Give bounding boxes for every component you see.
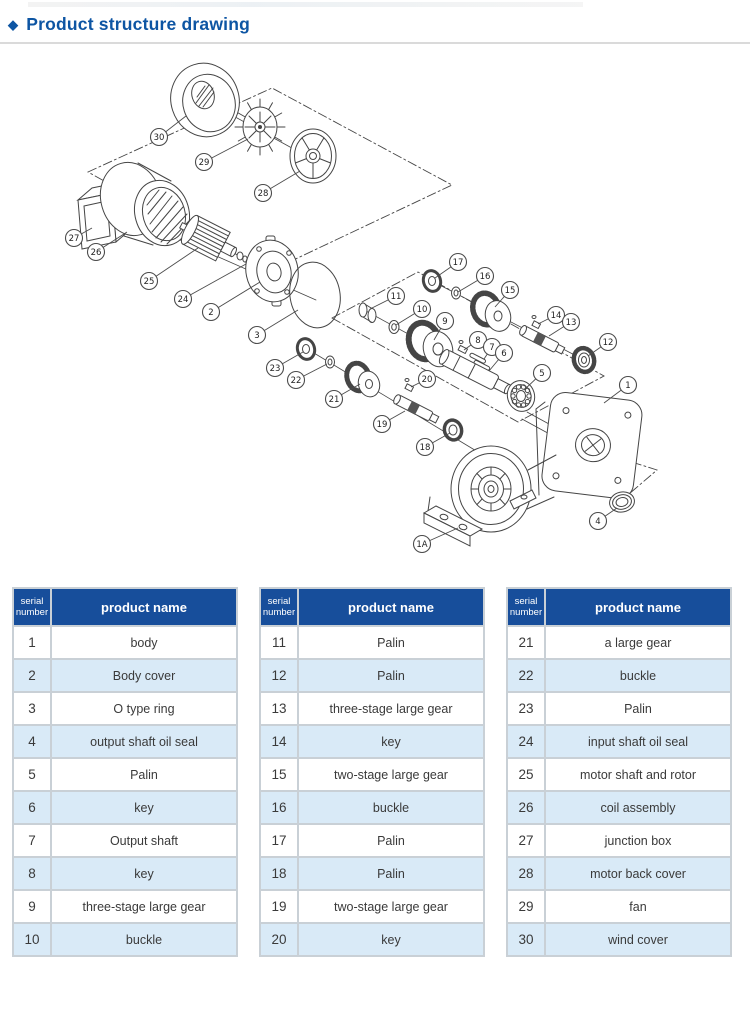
callout-number-6: 6	[501, 349, 507, 359]
product-name-cell: coil assembly	[545, 791, 731, 824]
washer-22-drawing	[326, 356, 335, 368]
table-row	[260, 857, 484, 890]
fan-drawing	[235, 99, 285, 155]
serial-number-cell: 26	[507, 791, 545, 824]
parts-table-11-20	[259, 587, 485, 957]
table-row	[507, 626, 731, 659]
callout-number-10: 10	[416, 305, 428, 315]
gear-21-drawing	[344, 361, 383, 400]
body-cover-drawing	[240, 235, 304, 306]
col-header-product-name: product name	[545, 588, 731, 626]
product-name-cell: motor shaft and rotor	[545, 758, 731, 791]
table-row	[507, 857, 731, 890]
callout-number-1A: 1A	[416, 540, 428, 550]
shaft-nut-drawing	[237, 252, 243, 260]
product-name-cell: Output shaft	[51, 824, 237, 857]
serial-number-cell: 6	[13, 791, 51, 824]
shaft-19-drawing	[392, 393, 440, 425]
callout-number-17: 17	[452, 258, 464, 268]
serial-number-cell: 12	[260, 659, 298, 692]
callout-number-23: 23	[269, 364, 281, 374]
callout-number-11: 11	[390, 292, 402, 302]
bearing-11-drawing	[359, 303, 376, 323]
exploded-view-drawing	[0, 44, 750, 582]
cropped-content-remnant	[28, 2, 583, 7]
serial-number-cell: 3	[13, 692, 51, 725]
serial-number-cell: 11	[260, 626, 298, 659]
table-row	[507, 659, 731, 692]
product-name-cell: Palin	[545, 692, 731, 725]
callout-number-24: 24	[177, 295, 189, 305]
table-row	[260, 692, 484, 725]
product-name-cell: input shaft oil seal	[545, 725, 731, 758]
serial-number-cell: 7	[13, 824, 51, 857]
table-row	[507, 890, 731, 923]
table-row	[13, 626, 237, 659]
serial-number-cell: 30	[507, 923, 545, 956]
product-name-cell: fan	[545, 890, 731, 923]
col-header-product-name: product name	[51, 588, 237, 626]
col-header-serial-number: serial number	[13, 588, 51, 626]
serial-number-cell: 23	[507, 692, 545, 725]
product-name-cell: wind cover	[545, 923, 731, 956]
ball-bearing-5-drawing	[504, 377, 538, 414]
serial-number-cell: 4	[13, 725, 51, 758]
col-header-serial-number: serial number	[507, 588, 545, 626]
serial-number-cell: 16	[260, 791, 298, 824]
table-row	[13, 857, 237, 890]
serial-number-cell: 9	[13, 890, 51, 923]
table-row	[507, 923, 731, 956]
table-row	[260, 725, 484, 758]
serial-number-cell: 2	[13, 659, 51, 692]
table-row	[260, 890, 484, 923]
product-name-cell: Body cover	[51, 659, 237, 692]
table-row	[13, 659, 237, 692]
bearing-23-drawing	[295, 337, 317, 362]
callout-number-12: 12	[602, 338, 614, 348]
product-name-cell: key	[51, 857, 237, 890]
callout-leader-line	[183, 264, 246, 299]
product-name-cell: Palin	[298, 857, 484, 890]
callout-number-16: 16	[479, 272, 491, 282]
table-row	[507, 758, 731, 791]
product-name-cell: buckle	[545, 659, 731, 692]
product-name-cell: three-stage large gear	[51, 890, 237, 923]
callout-number-1: 1	[625, 381, 631, 391]
callout-number-7: 7	[489, 343, 495, 353]
callout-number-9: 9	[442, 317, 448, 327]
product-name-cell: Palin	[298, 824, 484, 857]
serial-number-cell: 19	[260, 890, 298, 923]
callout-number-22: 22	[290, 376, 302, 386]
product-structure-diagram	[0, 44, 750, 582]
serial-number-cell: 20	[260, 923, 298, 956]
serial-number-cell: 8	[13, 857, 51, 890]
callout-number-5: 5	[539, 369, 545, 379]
table-row	[13, 692, 237, 725]
callout-number-30: 30	[153, 133, 165, 143]
bearing-18-drawing	[442, 418, 464, 442]
serial-number-cell: 24	[507, 725, 545, 758]
diamond-bullet-icon: ◆	[8, 16, 19, 32]
product-name-cell: key	[51, 791, 237, 824]
washer-10-drawing	[389, 321, 399, 334]
callout-number-26: 26	[90, 248, 102, 258]
product-name-cell: Palin	[298, 626, 484, 659]
key-14-drawing	[532, 316, 541, 329]
callout-number-13: 13	[565, 318, 577, 328]
shaft-13-drawing	[518, 324, 566, 356]
table-row	[507, 692, 731, 725]
table-row	[260, 758, 484, 791]
col-header-product-name: product name	[298, 588, 484, 626]
product-name-cell: three-stage large gear	[298, 692, 484, 725]
product-name-cell: two-stage large gear	[298, 890, 484, 923]
parts-tables	[0, 587, 750, 957]
callout-number-19: 19	[376, 420, 388, 430]
table-row	[260, 626, 484, 659]
table-row	[260, 791, 484, 824]
product-name-cell: key	[298, 725, 484, 758]
key-8-drawing	[458, 341, 467, 354]
product-name-cell: junction box	[545, 824, 731, 857]
table-row	[260, 824, 484, 857]
serial-number-cell: 25	[507, 758, 545, 791]
page-title	[8, 13, 750, 35]
key-20-drawing	[405, 379, 414, 392]
product-name-cell: two-stage large gear	[298, 758, 484, 791]
table-row	[13, 890, 237, 923]
table-row	[507, 824, 731, 857]
callout-number-27: 27	[68, 234, 80, 244]
parts-table-21-30	[506, 587, 732, 957]
body-flange-drawing	[540, 391, 643, 500]
serial-number-cell: 17	[260, 824, 298, 857]
serial-number-cell: 1	[13, 626, 51, 659]
serial-number-cell: 21	[507, 626, 545, 659]
serial-number-cell: 18	[260, 857, 298, 890]
wind-cover-drawing	[161, 54, 249, 145]
bearing-17-drawing	[421, 269, 443, 294]
product-name-cell: body	[51, 626, 237, 659]
product-name-cell: output shaft oil seal	[51, 725, 237, 758]
col-header-serial-number: serial number	[260, 588, 298, 626]
product-name-cell: buckle	[51, 923, 237, 956]
table-row	[260, 923, 484, 956]
callout-number-28: 28	[257, 189, 269, 199]
gear-ring-12-drawing	[571, 346, 597, 375]
callout-number-3: 3	[254, 331, 260, 341]
housing-drawing	[424, 446, 556, 546]
table-row	[507, 791, 731, 824]
product-name-cell: a large gear	[545, 626, 731, 659]
serial-number-cell: 27	[507, 824, 545, 857]
serial-number-cell: 22	[507, 659, 545, 692]
callout-number-29: 29	[198, 158, 210, 168]
product-name-cell: Palin	[298, 659, 484, 692]
table-row	[507, 725, 731, 758]
table-row	[13, 725, 237, 758]
callout-number-18: 18	[419, 443, 431, 453]
parts-table-1-10	[12, 587, 238, 957]
callout-number-15: 15	[504, 286, 516, 296]
callout-number-25: 25	[143, 277, 155, 287]
washer-16-drawing	[452, 287, 461, 299]
serial-number-cell: 14	[260, 725, 298, 758]
serial-number-cell: 5	[13, 758, 51, 791]
callout-number-8: 8	[475, 336, 481, 346]
serial-number-cell: 15	[260, 758, 298, 791]
product-name-cell: O type ring	[51, 692, 237, 725]
serial-number-cell: 29	[507, 890, 545, 923]
callout-number-4: 4	[595, 517, 601, 527]
motor-back-cover-drawing	[290, 129, 336, 183]
page-title-text: Product structure drawing	[26, 13, 250, 34]
serial-number-cell: 28	[507, 857, 545, 890]
callout-number-2: 2	[208, 308, 214, 318]
table-row	[13, 824, 237, 857]
table-row	[260, 659, 484, 692]
callout-number-20: 20	[421, 375, 433, 385]
serial-number-cell: 13	[260, 692, 298, 725]
table-row	[13, 758, 237, 791]
callout-number-14: 14	[550, 311, 562, 321]
product-name-cell: key	[298, 923, 484, 956]
product-name-cell: motor back cover	[545, 857, 731, 890]
product-name-cell: Palin	[51, 758, 237, 791]
serial-number-cell: 10	[13, 923, 51, 956]
product-name-cell: buckle	[298, 791, 484, 824]
table-row	[13, 791, 237, 824]
callout-number-21: 21	[328, 395, 340, 405]
table-row	[13, 923, 237, 956]
